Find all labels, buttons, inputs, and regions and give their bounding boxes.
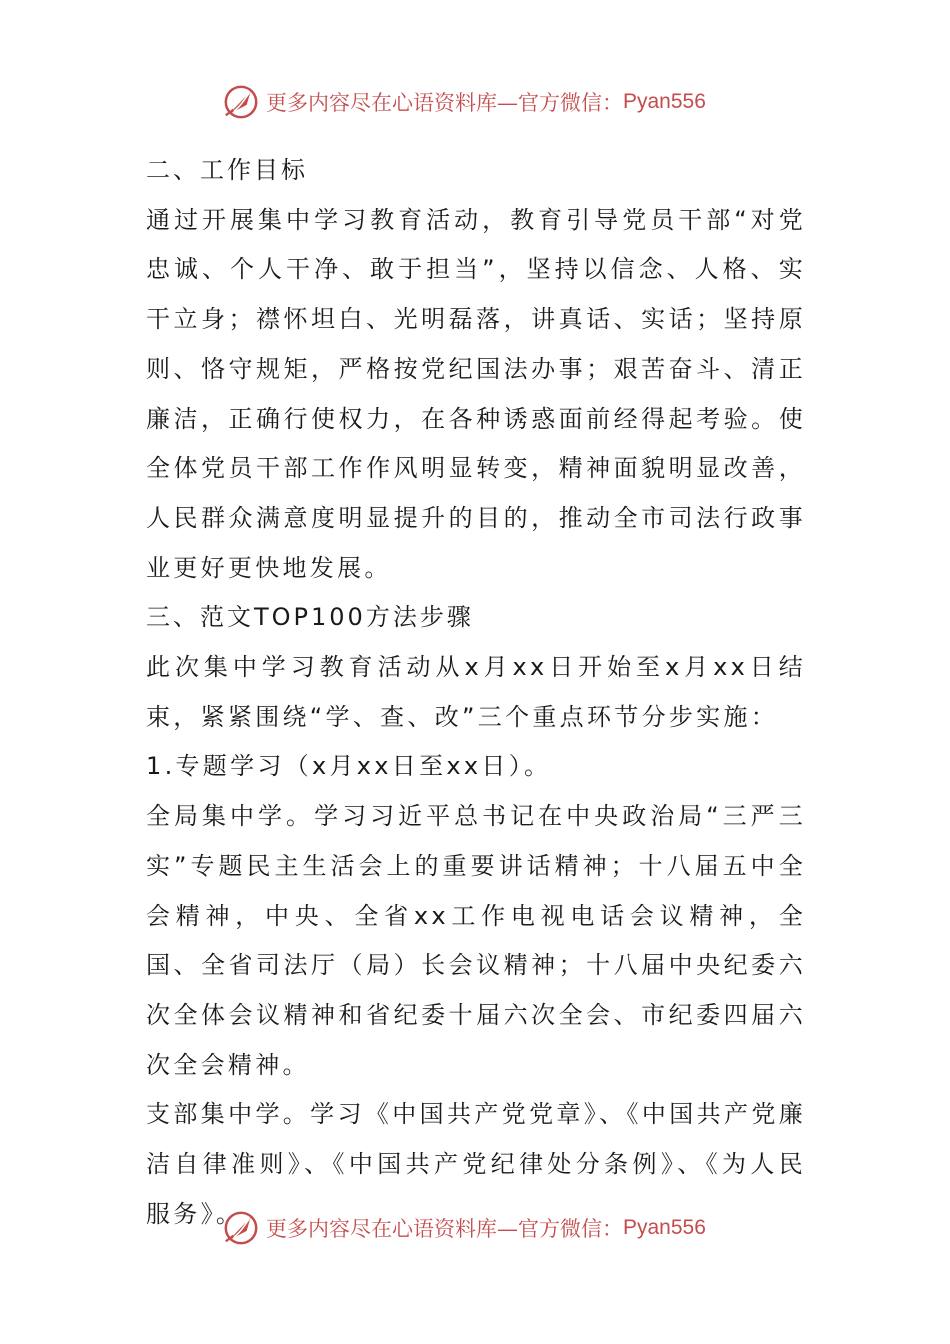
quill-logo-icon	[222, 83, 260, 121]
paragraph-schedule: 此次集中学习教育活动从x月xx日开始至x月xx日结束，紧紧围绕“学、查、改”三个重点环节分步实施：	[146, 653, 806, 731]
wechat-id: Pyan556	[623, 90, 706, 113]
subheading-study: 1.专题学习（x月xx日至xx日）。	[146, 752, 552, 781]
footer-banner	[222, 1208, 742, 1248]
header-banner	[222, 82, 742, 122]
wechat-id: Pyan556	[623, 1216, 706, 1239]
section-heading-steps: 三、范文TOP100方法步骤	[146, 603, 474, 632]
banner-text: 更多内容尽在心语资料库—官方微信：	[266, 1217, 623, 1241]
paragraph-goals: 通过开展集中学习教育活动，教育引导党员干部“对党忠诚、个人干净、敢于担当”，坚持以信念、人格、实干立身；襟怀坦白、光明磊落，讲真话、实话；坚持原则、恪守规矩，严格按党纪国法办事；艰苦奋斗、清正廉洁，正确行使权力，在各种诱惑面前经得起考验。使全体党员干部工作作风明显转变，精神面貌明显改善，人民群众满意度明显提升的目的，推动全市司法行政事业更好更快地发展。	[146, 205, 806, 582]
section-heading-goals: 二、工作目标	[146, 156, 308, 184]
banner-text: 更多内容尽在心语资料库—官方微信：	[266, 91, 623, 115]
paragraph-branch-study: 支部集中学。学习《中国共产党党章》、《中国共产党廉洁自律准则》、《中国共产党纪律处分条例》、《为人民服务》。	[146, 1100, 806, 1228]
document-body	[146, 146, 806, 1239]
paragraph-bureau-study: 全局集中学。学习习近平总书记在中央政治局“三严三实”专题民主生活会上的重要讲话精神；十八届五中全会精神，中央、全省xx工作电视电话会议精神，全国、全省司法厅（局）长会议精神；十八届中央纪委六次全体会议精神和省纪委十届六次全会、市纪委四届六次全会精神。	[146, 802, 806, 1079]
quill-logo-icon	[222, 1209, 260, 1247]
